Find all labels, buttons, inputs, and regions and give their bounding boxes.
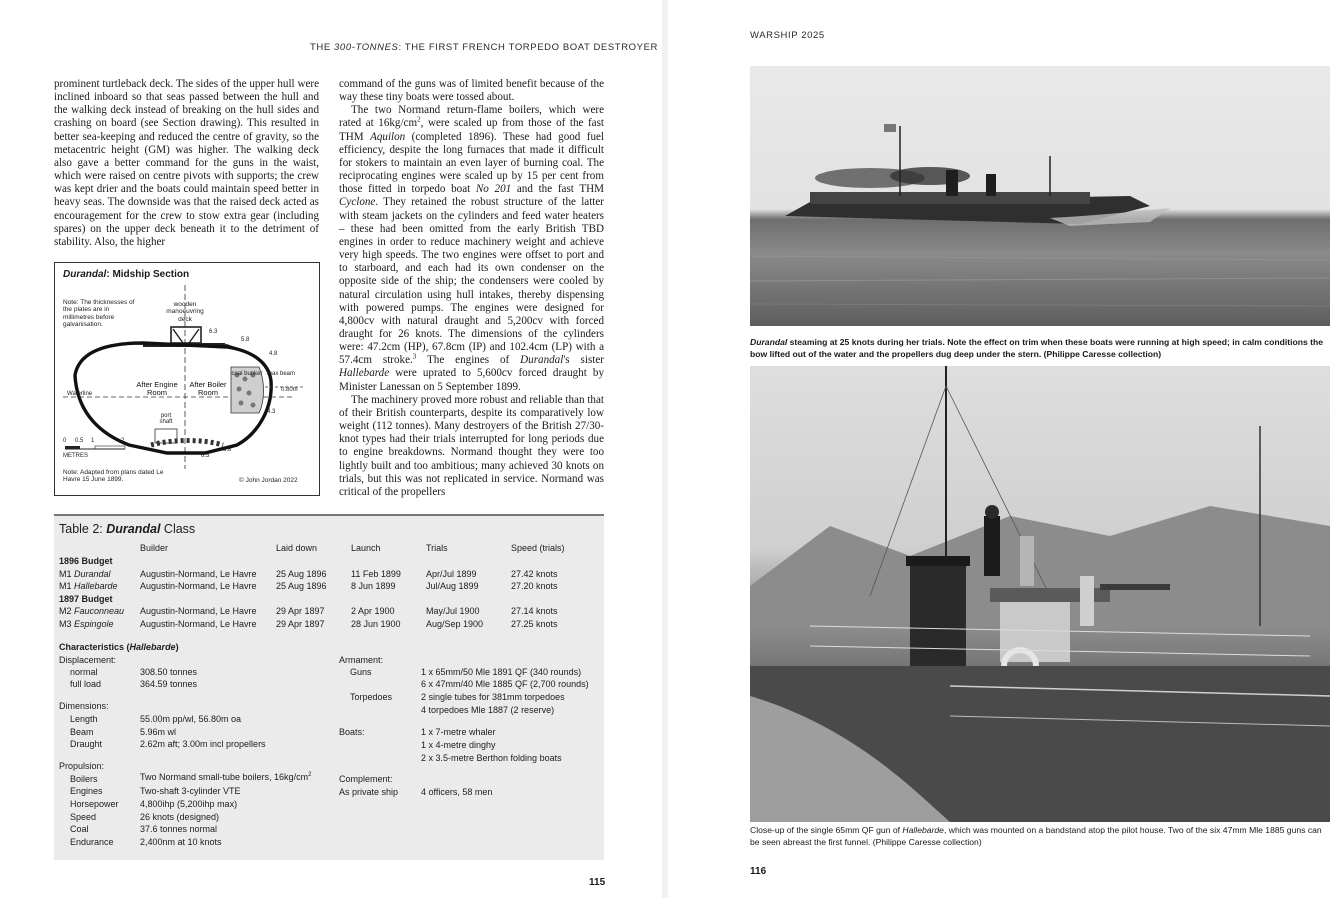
label-dimension: 0.80m [281, 387, 298, 393]
label-waterline: Waterline [67, 391, 93, 397]
spec-label: Torpedoes [350, 692, 393, 702]
running-head-suffix: : THE FIRST FRENCH TORPEDO BOAT DESTROYER [398, 42, 658, 53]
figure-credit: © John Jordan 2022 [239, 477, 298, 484]
running-head-em: 300-TONNES [334, 42, 399, 53]
text-column-1 [54, 78, 319, 249]
spec-label: Beam [70, 727, 94, 737]
spec-value: 2,400nm at 10 knots [140, 837, 222, 847]
paragraph: prominent turtleback deck. The sides of the upper hull were inclined inboard so that seas passed between the hull and the walking deck instead of breaking on the hull sides and crashing on board (see Section drawing). This resulted in better sea-keeping and reduced the centre of gravity, so the metacentric height (GM) was higher. The walking deck also gave a better command for the guns in the waist, which were raised on centre pivots with supports; the crew was kept drier and the boats could maintain speed better in heavy seas. The downside was that the raised deck acted as encouragement for the crew to stow extra gear (including spares) on the upper deck beneath it to the detriment of stability. Also, the higher [54, 78, 319, 248]
spec-value: 26 knots (designed) [140, 812, 220, 822]
spec-value: 2 single tubes for 381mm torpedoes [421, 692, 565, 702]
running-head-left [310, 42, 658, 53]
table-durandal-class: Table 2: Durandal Class Builder Laid down Launch Trials Speed (trials) 1896 Budget M1 Durandal Augustin-Normand, Le Havre 25 Aug 1896 11 Feb 1899 Apr/Jul 1899 27.42 knots M1 Hallebarde Augustin-Normand, Le Havre 25 Aug 1896 8 Jun 1899 Jul/Aug 1899 27.20 knots 1897 Budget M2 Fauconneau Augustin-Normand, Le Havre 29 Apr 1897 2 Apr 1900 May/Jul 1900 27.14 knots M3 Espingole Augustin-Normand, Le Havre 29 Apr 1897 28 Jun 1900 Aug/Sep 1900 27.25 knots Characteristics (Hallebarde) Displacement: normal 308.50 tonnes full load 364.59 tonnes Dimensions: Length 55.00m pp/wl, 56.80m oa Beam 5.96m wl Draught 2.62m aft; 3.00m incl propellers Propulsion: Boilers Two Normand small-tube boilers, $16kg/cm^2$ Engines Two-shaft 3-cylinder VTE Horsepower 4,800ihp (5,200ihp max) Speed 26 knots (designed) Coal 37.6 tonnes normal Endurance 2,400nm at 10 knots Armament: Guns 1 x 65mm/50 Mle 1891 QF (340 rounds) 6 x 47mm/40 Mle 1885 QF (2,700 rounds) Torpedoes 2 single tubes for 381mm torpedoes 4 torpedoes Mle 1887 (2 reserve) Boats: 1 x 7-metre whaler 1 x 4-metre dinghy 2 x 3.5-metre Berthon folding boats Complement: As private ship 4 officers, 58 men [54, 514, 604, 860]
thickness-label: 6.3 [201, 453, 210, 459]
column-header: Builder [140, 543, 169, 553]
spec-value: Two-shaft 3-cylinder VTE [140, 786, 241, 796]
midship-section-figure [54, 262, 320, 496]
budget-label: 1897 Budget [59, 594, 113, 604]
spec-value: Two Normand small-tube boilers, $16kg/cm^2$ [140, 772, 312, 782]
spec-label: full load [70, 679, 102, 689]
right-page [668, 0, 1338, 898]
spec-heading: Propulsion: [59, 761, 105, 771]
column-header: Launch [351, 543, 381, 553]
spec-label: Coal [70, 824, 89, 834]
label-port-shaft: port shaft [159, 413, 173, 425]
spec-value: 364.59 tonnes [140, 679, 198, 689]
page-number-left: 115 [589, 877, 606, 888]
label-after-boiler-room: After Boiler Room [189, 380, 227, 397]
ship-silhouette [750, 66, 1330, 326]
scale-tick: 0.5 [75, 438, 84, 444]
spec-label: Engines [70, 786, 103, 796]
label-coal-bunker: coal bunker [231, 371, 263, 377]
column-header: Speed (trials) [511, 543, 565, 553]
figure-note-bottom: Note: Adapted from plans dated Le Havre 15 June 1899. [63, 469, 164, 484]
spec-label: Length [70, 714, 98, 724]
page-number-right: 116 [750, 866, 767, 877]
spec-heading: Boats: [339, 727, 365, 737]
scale-tick: 0 [63, 438, 67, 444]
column-header: Trials [426, 543, 448, 553]
spec-value: 2.62m aft; 3.00m incl propellers [140, 739, 266, 749]
spec-heading: Complement: [339, 774, 393, 784]
scale-unit: METRES [63, 453, 89, 459]
spec-label: Draught [70, 739, 103, 749]
photo-caption-2: Close-up of the single 65mm QF gun of Hallebarde, which was mounted on a bandstand atop the pilot house. Two of the six 47mm Mle 1885 guns can be seen abreast the first funnel. (Philippe Caresse collection) [750, 825, 1322, 848]
scale-tick: 2 [121, 438, 125, 444]
spec-value: 2 x 3.5-metre Berthon folding boats [421, 753, 562, 763]
thickness-label: 5.8 [241, 337, 250, 343]
midship-section-drawing [55, 263, 319, 495]
spec-label: As private ship [339, 787, 399, 797]
spec-value: 5.96m wl [140, 727, 177, 737]
spec-label: Endurance [70, 837, 114, 847]
paragraph: The two Normand return-flame boilers, which were rated at $16kg/cm^2$, were scaled up from those of the fast THM Aquilon (completed 1896). These had good fuel efficiency, despite the long furnaces that made it difficult for stokers to maintain an even layer of burning coal. The reciprocating engines were scaled up by 15 per cent from those fitted in torpedo boat No 201 and the fast THM Cyclone. They retained the robust structure of the latter with steam jackets on the cylinders and feed water heaters – these had been omitted from the early British TBD engines in order to reduce machinery weight and achieve very high speeds. The two engines were offset to port and to starboard, and each had its own condenser on the opposite side of the ship; the condensers were cooled by natural circulation using hull intakes, thereby dispensing with powered pumps. The engines were designed for 4,800cv with natural draught and 5,200cv with forced draught for 26 knots. The dimensions of the cylinders were: 47.2cm (HP), 67.8cm (IP) and 102.4cm (LP) with a 57.4cm stroke.$^3$ The engines of Durandal's sister Hallebarde were uprated to 5,600cv forced draught by Minister Lanessan on 5 September 1899. [339, 104, 604, 393]
photo-durandal-steaming [750, 66, 1330, 326]
spec-label: normal [70, 667, 98, 677]
gun-scene [750, 366, 1330, 822]
spec-value: 55.00m pp/wl, 56.80m oa [140, 714, 242, 724]
characteristics-title: Characteristics (Hallebarde) [59, 642, 179, 652]
spec-value: 1 x 7-metre whaler [421, 727, 496, 737]
text-column-2 [339, 78, 604, 499]
label-wooden-deck: wooden manoeuvring deck [166, 301, 204, 323]
label-after-engine-room: After Engine Room [136, 380, 178, 397]
thickness-label: 4.3 [267, 409, 276, 415]
running-head-right: WARSHIP 2025 [750, 30, 825, 41]
spec-value: 1 x 65mm/50 Mle 1891 QF (340 rounds) [421, 667, 582, 677]
label-max-beam: max beam [267, 371, 296, 377]
thickness-label: 5.8 [223, 447, 232, 453]
spec-heading: Armament: [339, 655, 384, 665]
spec-value: 6 x 47mm/40 Mle 1885 QF (2,700 rounds) [421, 679, 589, 689]
left-page [0, 0, 660, 898]
spec-value: 4,800ihp (5,200ihp max) [140, 799, 238, 809]
thickness-label: 4.8 [269, 351, 278, 357]
paragraph: command of the guns was of limited benefit because of the way these tiny boats were tossed about. [339, 78, 604, 104]
figure-title: Durandal: Midship Section [63, 269, 190, 280]
spec-label: Horsepower [70, 799, 119, 809]
spec-label: Speed [70, 812, 97, 822]
spec-heading: Dimensions: [59, 701, 109, 711]
spec-value: 1 x 4-metre dinghy [421, 740, 496, 750]
scale-tick: 1 [91, 438, 95, 444]
photo-hallebarde-gun [750, 366, 1330, 822]
column-header: Laid down [276, 543, 318, 553]
thickness-label: 6.3 [209, 329, 218, 335]
spec-value: 37.6 tonnes normal [140, 824, 218, 834]
table-title: Table 2: Durandal Class [59, 522, 196, 536]
photo-caption-1: Durandal steaming at 25 knots during her trials. Note the effect on trim when these boats were running at high speed; in calm conditions the bow lifted out of the water and the propellers dug deep under the stern. (Philippe Caresse collection) [750, 337, 1324, 360]
budget-label: 1896 Budget [59, 556, 113, 566]
spec-value: 308.50 tonnes [140, 667, 198, 677]
spec-value: 4 torpedoes Mle 1887 (2 reserve) [421, 705, 555, 715]
running-head-prefix: THE [310, 42, 335, 53]
figure-note-top: Note: The thicknesses of the plates are in millimetres before galvanisation. [63, 299, 135, 329]
spec-heading: Displacement: [59, 655, 117, 665]
paragraph: The machinery proved more robust and reliable than that of their British counterparts, despite its comparatively low weight (112 tonnes). Many destroyers of the British 27/30-knot types had their trials interrupted for long periods due to engine breakdowns. Normand thought they were too lightly built and too ambitious; many achieved 30 knots on trials, but this was not replicated in service. Normand was critical of the propellers [339, 393, 604, 498]
spec-label: Boilers [70, 774, 98, 784]
spec-label: Guns [350, 667, 372, 677]
spec-value: 4 officers, 58 men [421, 787, 493, 797]
